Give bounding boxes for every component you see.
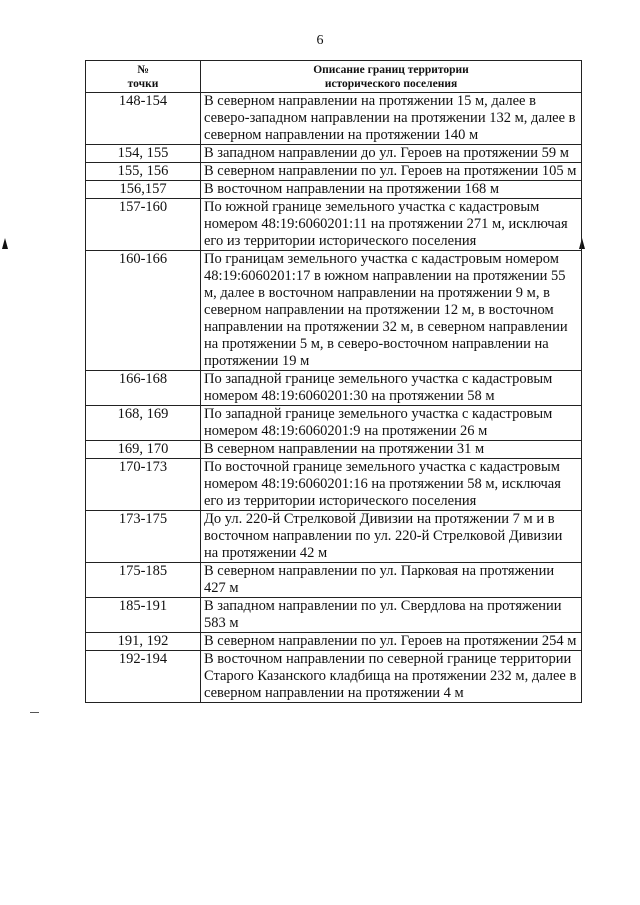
margin-mark (30, 712, 39, 713)
table-row (86, 406, 582, 441)
description-cell: В восточном направлении на протяжении 168 м (201, 181, 582, 199)
points-cell: 157-160 (86, 199, 201, 251)
table-row (86, 251, 582, 371)
table-row (86, 459, 582, 511)
points-cell: 170-173 (86, 459, 201, 511)
points-cell: 173-175 (86, 511, 201, 563)
table-row (86, 633, 582, 651)
points-cell: 185-191 (86, 598, 201, 633)
table-row (86, 441, 582, 459)
description-cell: В западном направлении до ул. Героев на протяжении 59 м (201, 145, 582, 163)
table-header-row (86, 61, 582, 93)
points-cell: 154, 155 (86, 145, 201, 163)
points-cell: 155, 156 (86, 163, 201, 181)
description-cell: В северном направлении на протяжении 31 м (201, 441, 582, 459)
description-cell: В восточном направлении по северной границе территории Старого Казанского кладбища на протяжении 232 м, далее в северном направлении на протяжении 4 м (201, 651, 582, 703)
points-cell: 156,157 (86, 181, 201, 199)
table-row (86, 563, 582, 598)
description-column-header (201, 61, 582, 93)
binding-hole-mark-left (2, 238, 8, 249)
description-cell: В северном направлении по ул. Героев на протяжении 254 м (201, 633, 582, 651)
points-cell: 192-194 (86, 651, 201, 703)
description-cell: По восточной границе земельного участка с кадастровым номером 48:19:6060201:16 на протяжении 58 м, исключая его из территории исторического поселения (201, 459, 582, 511)
table-row (86, 199, 582, 251)
table-row (86, 145, 582, 163)
description-cell: В северном направлении на протяжении 15 м, далее в северо-западном направлении на протяжении 132 м, далее в северном направлении на протяжении 140 м (201, 93, 582, 145)
description-cell: В северном направлении по ул. Парковая на протяжении 427 м (201, 563, 582, 598)
description-cell: По границам земельного участка с кадастровым номером 48:19:6060201:17 в южном направлении на протяжении 55 м, далее в восточном направлении на протяжении 9 м, в северном направлении на протяжении 12 м, в восточном направлении на протяжении 32 м, в северном направлении на протяжении 5 м, в северо-восточном направлении на протяжении 19 м (201, 251, 582, 371)
description-cell: В северном направлении по ул. Героев на протяжении 105 м (201, 163, 582, 181)
points-header-line1: № (137, 64, 149, 76)
table-row (86, 598, 582, 633)
table-row (86, 181, 582, 199)
table-row (86, 163, 582, 181)
description-cell: По западной границе земельного участка с кадастровым номером 48:19:6060201:30 на протяжении 58 м (201, 371, 582, 406)
boundary-description-table (85, 60, 582, 703)
points-cell: 166-168 (86, 371, 201, 406)
points-cell: 160-166 (86, 251, 201, 371)
description-cell: В западном направлении по ул. Свердлова на протяжении 583 м (201, 598, 582, 633)
table-row (86, 651, 582, 703)
points-cell: 169, 170 (86, 441, 201, 459)
page-number: 6 (316, 33, 324, 48)
points-header-line2: точки (127, 78, 159, 90)
table-body (86, 93, 582, 703)
points-cell: 175-185 (86, 563, 201, 598)
description-cell: По западной границе земельного участка с кадастровым номером 48:19:6060201:9 на протяжении 26 м (201, 406, 582, 441)
table-row (86, 93, 582, 145)
description-header-line1: Описание границ территории (313, 64, 469, 76)
points-cell: 191, 192 (86, 633, 201, 651)
table-row (86, 371, 582, 406)
points-cell: 148-154 (86, 93, 201, 145)
description-cell: До ул. 220-й Стрелковой Дивизии на протяжении 7 м и в восточном направлении по ул. 220-й Стрелковой Дивизии на протяжении 42 м (201, 511, 582, 563)
description-header-line2: исторического поселения (324, 78, 458, 90)
points-cell: 168, 169 (86, 406, 201, 441)
description-cell: По южной границе земельного участка с кадастровым номером 48:19:6060201:11 на протяжении 271 м, исключая его из территории исторического поселения (201, 199, 582, 251)
table-row (86, 511, 582, 563)
points-column-header (86, 61, 201, 93)
